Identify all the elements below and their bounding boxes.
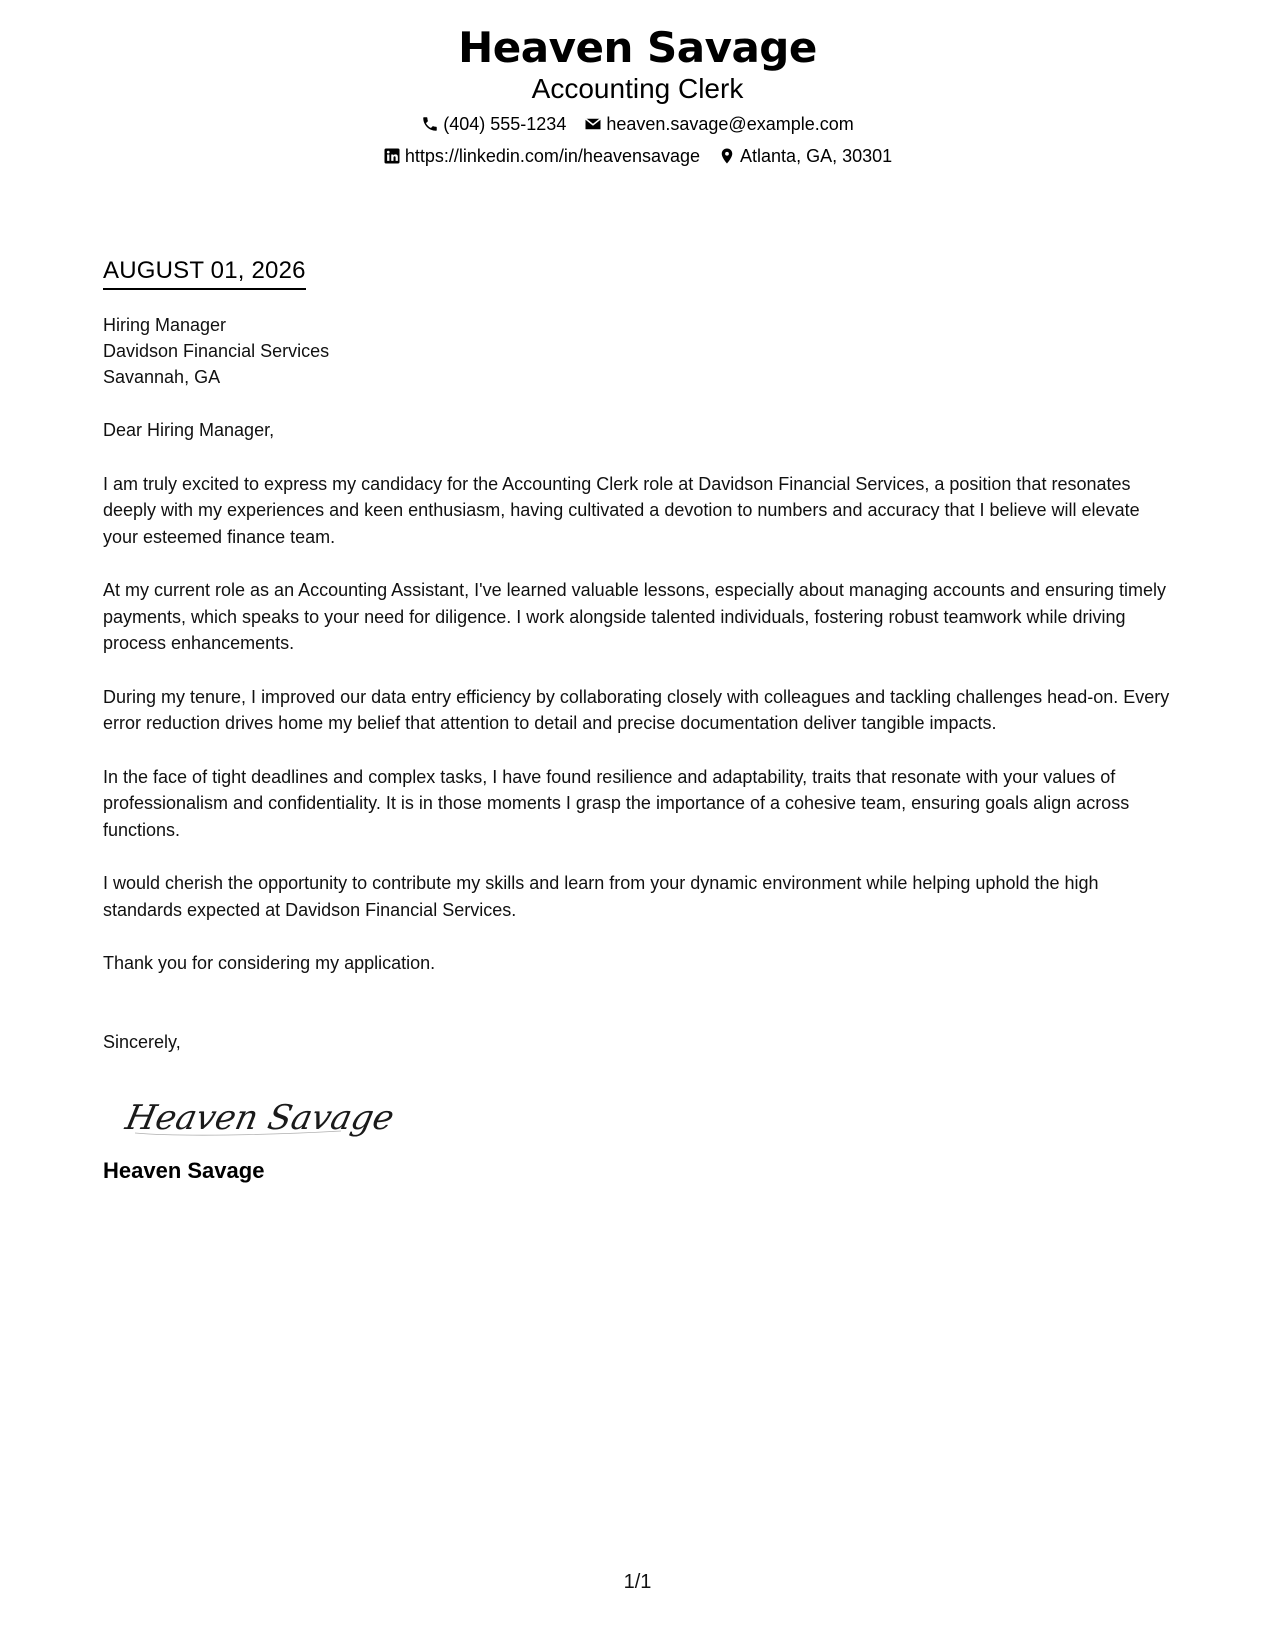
email-text[interactable]: heaven.savage@example.com [606, 114, 854, 134]
letter-date: AUGUST 01, 2026 [103, 256, 306, 290]
linkedin-icon [383, 147, 401, 165]
closing: Sincerely, [103, 1031, 181, 1052]
body-paragraph: I am truly excited to express my candidacy for the Accounting Clerk role at Davidson Financial Services, a position that resonates deeply with my experiences and keen enthusiasm, having cultivated a devotion to numbers and accuracy that I believe will elevate your esteemed finance team. [103, 473, 1140, 547]
phone-text: (404) 555-1234 [443, 114, 567, 134]
applicant-name: Heaven Savage [458, 23, 817, 72]
phone-icon [421, 115, 439, 133]
body-paragraph: Thank you for considering my application. [103, 953, 436, 973]
signed-name: Heaven Savage [103, 1158, 265, 1183]
body-paragraph: I would cherish the opportunity to contribute my skills and learn from your dynamic environment while helping uphold the high standards expected at Davidson Financial Services. [103, 873, 1099, 920]
recipient-block [103, 312, 1178, 390]
applicant-title: Accounting Clerk [531, 73, 744, 104]
envelope-icon [584, 115, 602, 133]
signature-image [121, 1087, 398, 1147]
body-paragraph: In the face of tight deadlines and complex tasks, I have found resilience and adaptability, traits that resonate with your values of professionalism and confidentiality. It is in those moments I grasp the importance of a cohesive team, ensuring goals align across functions. [103, 766, 1130, 840]
letter-body [103, 256, 1178, 1185]
page-number: 1/1 [623, 1571, 652, 1593]
body-paragraph: During my tenure, I improved our data entry efficiency by collaborating closely with colleagues and tackling challenges head-on. Every error reduction drives home my belief that attention to detail and precise documentation deliver tangible impacts. [103, 686, 1170, 733]
recipient-line: Savannah, GA [103, 367, 221, 387]
contact-linkedin[interactable] [383, 144, 700, 168]
salutation: Dear Hiring Manager, [103, 420, 275, 440]
contact-location [718, 144, 892, 168]
contact-row-secondary [0, 144, 1275, 168]
map-marker-icon [718, 147, 736, 165]
letter-header [0, 22, 1275, 168]
location-text: Atlanta, GA, 30301 [740, 146, 893, 166]
recipient-line: Davidson Financial Services [103, 341, 330, 361]
body-paragraph: At my current role as an Accounting Assistant, I've learned valuable lessons, especially about managing accounts and ensuring timely payments, which speaks to your need for diligence. I work alongside talented individuals, fostering robust teamwork while driving process enhancements. [103, 580, 1167, 653]
contact-phone [421, 112, 566, 136]
contact-email[interactable] [584, 112, 853, 136]
handwritten-signature [121, 1087, 1178, 1147]
recipient-line: Hiring Manager [103, 315, 227, 335]
signature-glyphs: Heaven Savage [122, 1098, 398, 1138]
contact-row-primary [0, 112, 1275, 136]
linkedin-text[interactable]: https://linkedin.com/in/heavensavage [404, 146, 701, 166]
